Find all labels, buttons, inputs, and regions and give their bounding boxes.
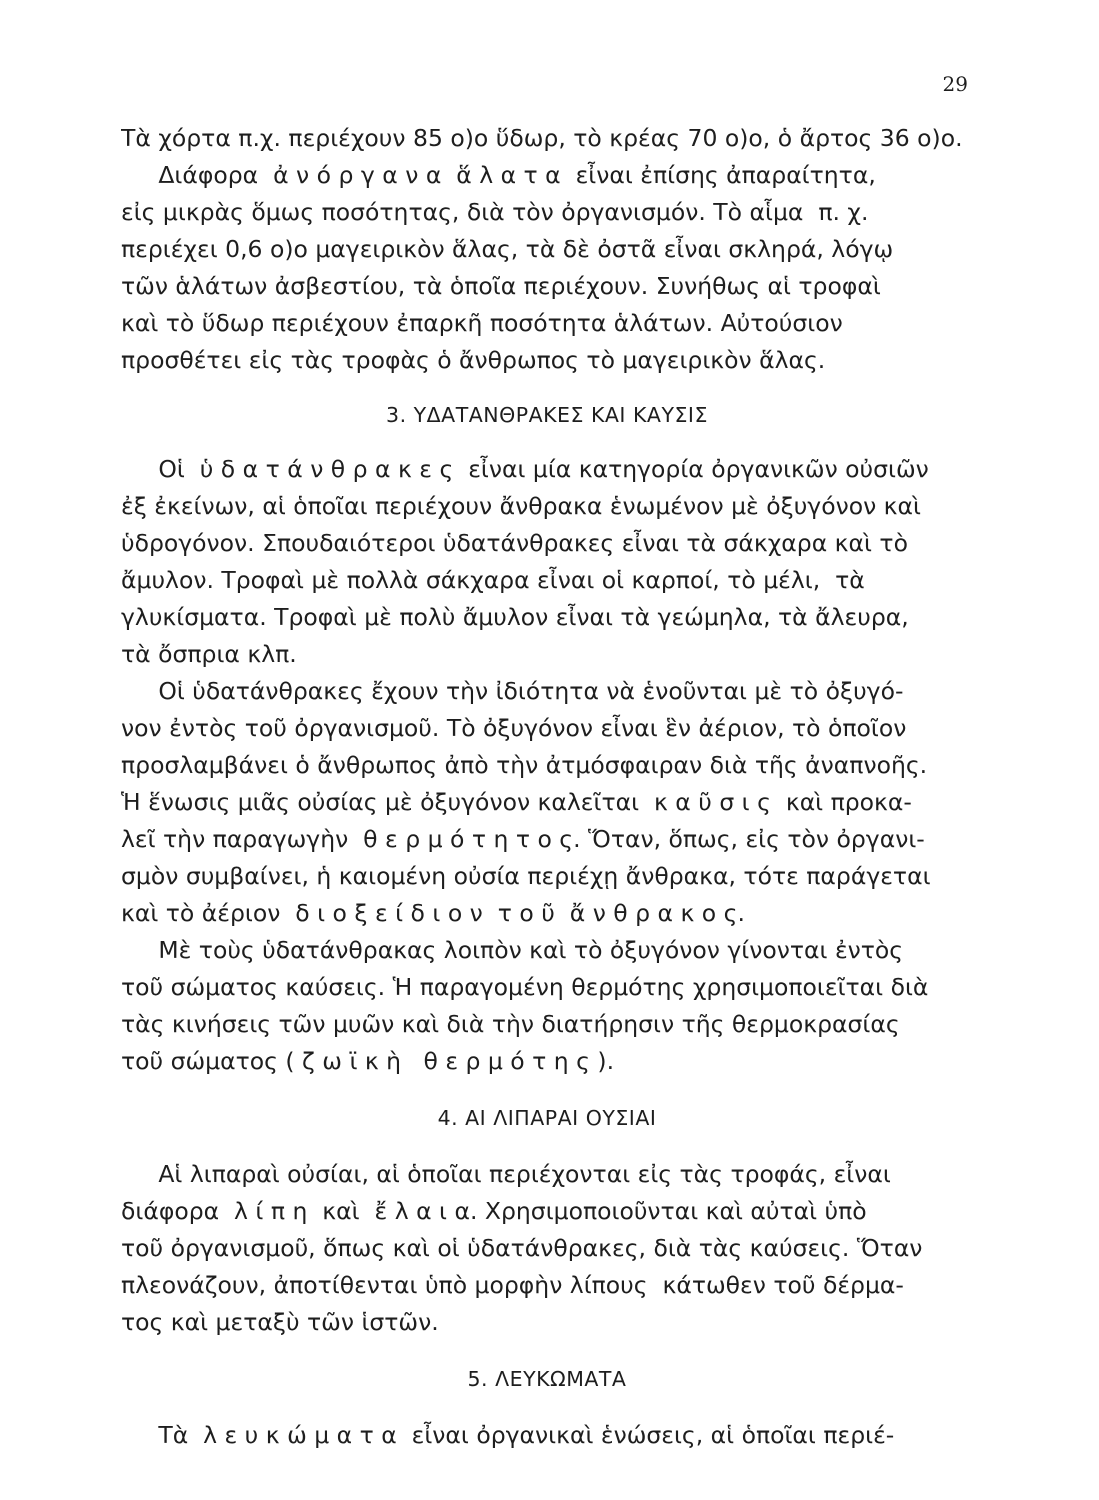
section-heading: 3. ΥΔΑΤΑΝΘΡΑΚΕΣ ΚΑΙ ΚΑΥΣΙΣ (386, 403, 708, 427)
text-line: τοῦ σώματος ( ζ ω ϊ κ ὴ θ ε ρ μ ό τ η ς ). (121, 1047, 615, 1075)
section-spacer (121, 433, 973, 451)
text-line: τοῦ ὀργανισμοῦ, ὅπως καὶ οἱ ὑδατάνθρακες, διὰ τὰς καύσεις. Ὅταν (121, 1234, 923, 1262)
section-heading: 4. ΑΙ ΛΙΠΑΡΑΙ ΟΥΣΙΑΙ (437, 1106, 657, 1130)
text-line: νον ἐντὸς τοῦ ὀργανισμοῦ. Τὸ ὀξυγόνον εἶναι ἓν ἀέριον, τὸ ὁποῖον (121, 714, 907, 742)
text-line: σμὸν συμβαίνει, ἡ καιομένη οὐσία περιέχῃ ἄνθρακα, τότε παράγεται (121, 862, 931, 890)
section-spacer (121, 1397, 973, 1417)
text-line: καὶ τὸ ἀέριον δ ι ο ξ ε ί δ ι ο ν τ ο ῦ ἄ ν θ ρ α κ ο ς. (121, 899, 745, 927)
text-line: Μὲ τοὺς ὑδατάνθρακας λοιπὸν καὶ τὸ ὀξυγόνον γίνονται ἐντὸς (121, 936, 904, 964)
text-line: Διάφορα ἀ ν ό ρ γ α ν α ἅ λ α τ α εἶναι ἐπίσης ἀπαραίτητα, (121, 161, 876, 189)
body-text (121, 120, 973, 1454)
text-line: λεῖ τὴν παραγωγὴν θ ε ρ μ ό τ η τ ο ς. Ὅταν, ὅπως, εἰς τὸν ὀργανι- (121, 825, 925, 853)
text-line: Τὰ λ ε υ κ ώ μ α τ α εἶναι ὀργανικαὶ ἑνώσεις, αἱ ὁποῖαι περιέ- (121, 1421, 895, 1449)
section-spacer (121, 379, 973, 397)
text-line: τος καὶ μεταξὺ τῶν ἱστῶν. (121, 1308, 439, 1336)
text-line: περιέχει 0,6 ο)ο μαγειρικὸν ἅλας, τὰ δὲ ὀστᾶ εἶναι σκληρά, λόγῳ (121, 235, 894, 263)
text-line: διάφορα λ ί π η καὶ ἔ λ α ι α. Χρησιμοποιοῦνται καὶ αὐταὶ ὑπὸ (121, 1197, 867, 1225)
section-heading: 5. ΛΕΥΚΩΜΑΤΑ (467, 1367, 627, 1391)
text-line: τῶν ἁλάτων ἀσβεστίου, τὰ ὁποῖα περιέχουν. Συνήθως αἱ τροφαὶ (121, 272, 881, 300)
text-line: πλεονάζουν, ἀποτίθενται ὑπὸ μορφὴν λίπους κάτωθεν τοῦ δέρμα- (121, 1271, 904, 1299)
text-line: ἐξ ἐκείνων, αἱ ὁποῖαι περιέχουν ἄνθρακα ἑνωμένον μὲ ὀξυγόνον καὶ (121, 492, 921, 520)
section-spacer (121, 1341, 973, 1361)
text-line: εἰς μικρὰς ὅμως ποσότητας, διὰ τὸν ὀργανισμόν. Τὸ αἷμα π. χ. (121, 198, 869, 226)
text-line: Ἡ ἕνωσις μιᾶς οὐσίας μὲ ὀξυγόνον καλεῖται κ α ῦ σ ι ς καὶ προκα- (121, 788, 912, 816)
page-number: 29 (942, 72, 968, 96)
text-line: Οἱ ὑδατάνθρακες ἔχουν τὴν ἰδιότητα νὰ ἑνοῦνται μὲ τὸ ὀξυγό- (121, 677, 904, 705)
text-line: Τὰ χόρτα π.χ. περιέχουν 85 ο)ο ὕδωρ, τὸ κρέας 70 ο)ο, ὁ ἄρτος 36 ο)ο. (121, 124, 963, 152)
text-line: γλυκίσματα. Τροφαὶ μὲ πολὺ ἄμυλον εἶναι τὰ γεώμηλα, τὰ ἄλευρα, (121, 603, 909, 631)
text-line: καὶ τὸ ὕδωρ περιέχουν ἐπαρκῆ ποσότητα ἁλάτων. Αὐτούσιον (121, 309, 843, 337)
text-line: ὑδρογόνον. Σπουδαιότεροι ὑδατάνθρακες εἶναι τὰ σάκχαρα καὶ τὸ (121, 529, 908, 557)
section-spacer (121, 1136, 973, 1156)
text-line: τὰ ὄσπρια κλπ. (121, 640, 297, 668)
text-line: τοῦ σώματος καύσεις. Ἡ παραγομένη θερμότης χρησιμοποιεῖται διὰ (121, 973, 929, 1001)
text-line: προσθέτει εἰς τὰς τροφὰς ὁ ἄνθρωπος τὸ μαγειρικὸν ἅλας. (121, 346, 826, 374)
section-spacer (121, 1080, 973, 1100)
text-line: Αἱ λιπαραὶ οὐσίαι, αἱ ὁποῖαι περιέχονται εἰς τὰς τροφάς, εἶναι (121, 1160, 891, 1188)
text-line: προσλαμβάνει ὁ ἄνθρωπος ἀπὸ τὴν ἀτμόσφαιραν διὰ τῆς ἀναπνοῆς. (121, 751, 928, 779)
text-line: Οἱ ὑ δ α τ ά ν θ ρ α κ ε ς εἶναι μία κατηγορία ὀργανικῶν οὐσιῶν (121, 455, 929, 483)
text-line: ἄμυλον. Τροφαὶ μὲ πολλὰ σάκχαρα εἶναι οἱ καρποί, τὸ μέλι, τὰ (121, 566, 865, 594)
text-line: τὰς κινήσεις τῶν μυῶν καὶ διὰ τὴν διατήρησιν τῆς θερμοκρασίας (121, 1010, 900, 1038)
